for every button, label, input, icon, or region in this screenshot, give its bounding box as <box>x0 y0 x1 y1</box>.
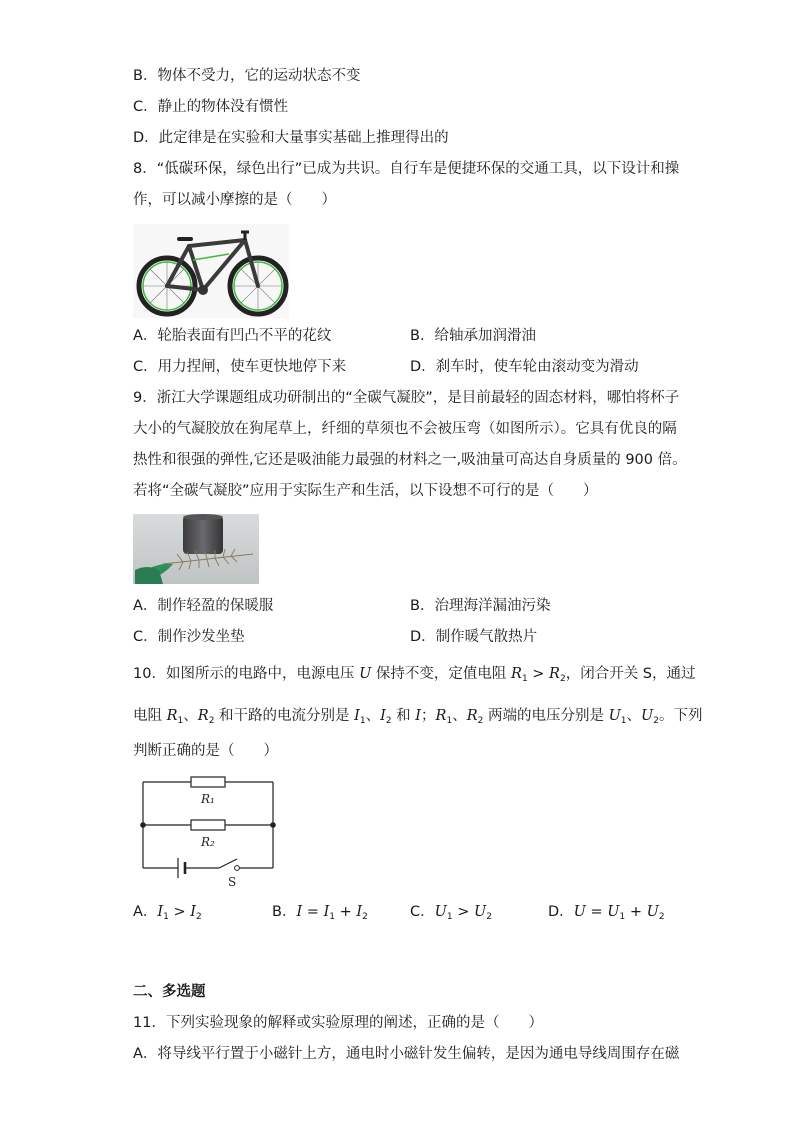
q8-option-d: D．刹车时，使车轮由滚动变为滑动 <box>410 359 639 375</box>
circuit-label-r2: R₂ <box>201 835 215 849</box>
q10-option-c: C．$U_1 > U_2$ <box>410 904 492 922</box>
q7-option-c: C．静止的物体没有惯性 <box>133 99 289 115</box>
q8-option-c: C．用力捏闸，使车更快地停下来 <box>133 359 347 375</box>
q9-stem-line4: 若将“全碳气凝胶”应用于实际生产和生活，以下设想不可行的是（ ） <box>133 483 598 499</box>
bicycle-image <box>133 224 289 318</box>
q8-option-a: A．轮胎表面有凹凸不平的花纹 <box>133 328 332 344</box>
q9-stem-line3: 热性和很强的弹性,它还是吸油能力最强的材料之一,吸油量可高达自身质量的 900 倍。 <box>133 452 687 468</box>
section-heading-multiple-choice: 二、多选题 <box>133 984 206 1000</box>
circuit-diagram <box>133 772 283 892</box>
q10-option-d: D．$U = U_1 + U_2$ <box>548 904 665 922</box>
circuit-label-r1: R₁ <box>201 792 215 806</box>
q9-option-c: C．制作沙发坐垫 <box>133 629 245 645</box>
aerogel-on-grass-image <box>133 514 259 584</box>
q7-option-d: D．此定律是在实验和大量事实基础上推理得出的 <box>133 130 449 146</box>
q10-stem-line3: 判断正确的是（ ） <box>133 743 278 759</box>
q7-option-b: B．物体不受力，它的运动状态不变 <box>133 68 361 84</box>
q8-option-b: B．给轴承加润滑油 <box>410 328 536 344</box>
q10-option-b: B．$I = I_1 + I_2$ <box>272 904 368 922</box>
q11-stem-line1: 11．下列实验现象的解释或实验原理的阐述，正确的是（ ） <box>133 1015 543 1031</box>
q9-option-b: B．治理海洋漏油污染 <box>410 598 551 614</box>
q9-stem-line1: 9．浙江大学课题组成功研制出的“全碳气凝胶”，是目前最轻的固态材料，哪怕将杯子 <box>133 390 680 406</box>
q10-option-a: A．$I_1 > I_2$ <box>133 904 202 922</box>
q9-stem-line2: 大小的气凝胶放在狗尾草上，纤细的草须也不会被压弯（如图所示）。它具有优良的隔 <box>133 421 677 437</box>
q10-stem-line2: 电阻 $R_1$、$R_2$ 和干路的电流分别是 $I_1$、$I_2$ 和 I；$R_1$、$R_2$ 两端的电压分别是 $U_1$、$U_2$。下列 <box>133 708 703 726</box>
q9-option-d: D．制作暖气散热片 <box>410 629 538 645</box>
circuit-label-switch: S <box>228 875 237 889</box>
q10-stem-line1: 10．如图所示的电路中，电源电压 U 保持不变，定值电阻 $R_1 > R_2$，闭合开关 S，通过 <box>133 666 696 684</box>
q11-option-a: A．将导线平行置于小磁针上方，通电时小磁针发生偏转，是因为通电导线周围存在磁 <box>133 1046 680 1062</box>
q8-stem-line1: 8．“低碳环保，绿色出行”已成为共识。自行车是便捷环保的交通工具，以下设计和操 <box>133 161 680 177</box>
q9-option-a: A．制作轻盈的保暖服 <box>133 598 274 614</box>
q8-stem-line2: 作，可以减小摩擦的是（ ） <box>133 192 336 208</box>
